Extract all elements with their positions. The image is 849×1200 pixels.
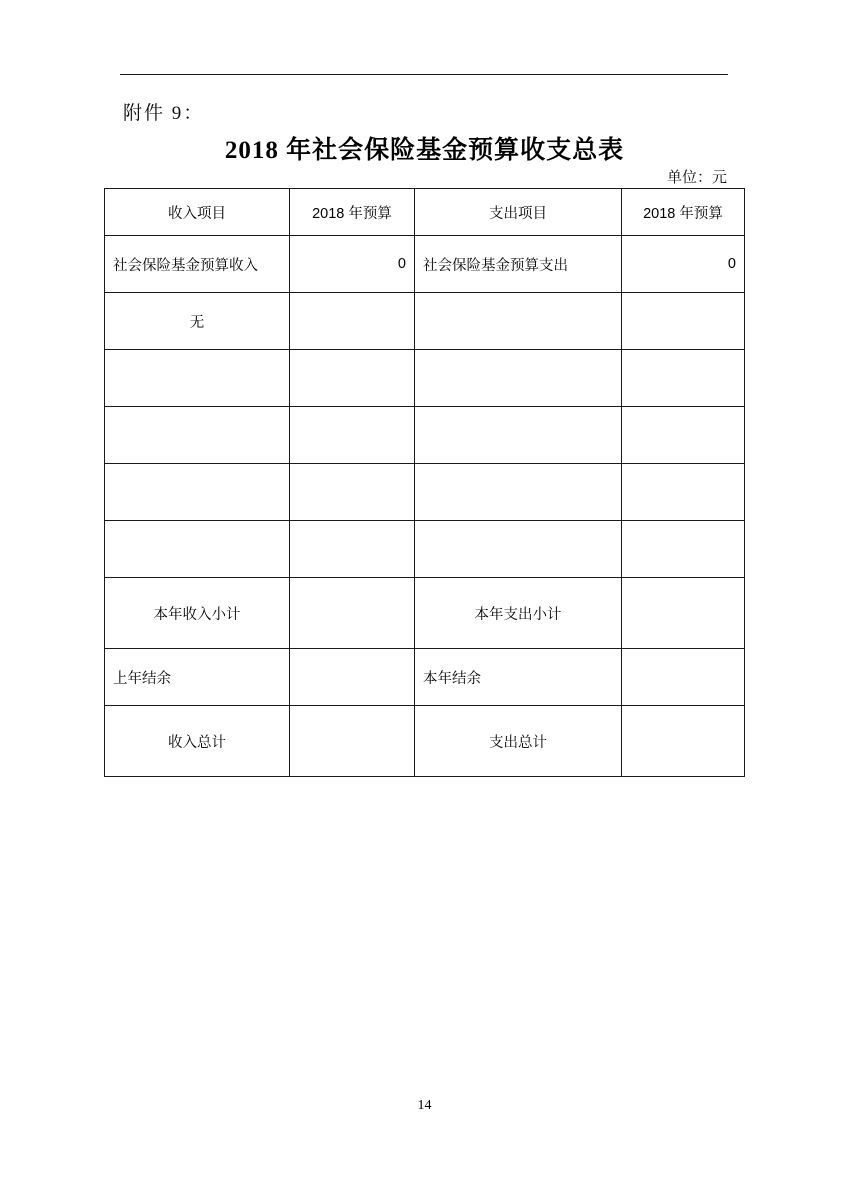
cell-current-year-balance-label: 本年结余	[415, 649, 622, 706]
budget-table	[104, 188, 745, 777]
cell-income-item: 社会保险基金预算收入	[105, 236, 290, 293]
header-divider	[120, 74, 728, 75]
cell-expense-subtotal-value	[622, 578, 745, 649]
cell-expense-value	[622, 521, 745, 578]
cell-income-value: 0	[290, 236, 415, 293]
cell-income-total-value	[290, 706, 415, 777]
column-header-expense-budget: 2018 年预算	[622, 189, 745, 236]
table-row	[105, 350, 745, 407]
cell-prior-year-balance-label: 上年结余	[105, 649, 290, 706]
cell-income-total-label: 收入总计	[105, 706, 290, 777]
cell-income-item: 无	[105, 293, 290, 350]
cell-expense-value	[622, 293, 745, 350]
table-row	[105, 706, 745, 777]
cell-expense-item	[415, 350, 622, 407]
table-row	[105, 236, 745, 293]
cell-income-subtotal-value	[290, 578, 415, 649]
unit-note: 单位：元	[666, 169, 727, 186]
cell-income-item	[105, 407, 290, 464]
page-number: 14	[417, 1098, 432, 1113]
cell-expense-value: 0	[622, 236, 745, 293]
cell-income-item	[105, 521, 290, 578]
column-header-income-budget: 2018 年预算	[290, 189, 415, 236]
cell-expense-value	[622, 407, 745, 464]
table-row	[105, 293, 745, 350]
cell-expense-item	[415, 464, 622, 521]
cell-expense-item	[415, 407, 622, 464]
cell-expense-value	[622, 464, 745, 521]
column-header-expense-item: 支出项目	[415, 189, 622, 236]
cell-income-value	[290, 350, 415, 407]
page-title: 2018 年社会保险基金预算收支总表	[224, 137, 625, 164]
table-row	[105, 464, 745, 521]
cell-expense-total-label: 支出总计	[415, 706, 622, 777]
attachment-label: 附件 9：	[123, 103, 205, 124]
cell-prior-year-balance-value	[290, 649, 415, 706]
cell-expense-item: 社会保险基金预算支出	[415, 236, 622, 293]
cell-income-value	[290, 521, 415, 578]
cell-expense-item	[415, 521, 622, 578]
table-row	[105, 649, 745, 706]
column-header-income-item: 收入项目	[105, 189, 290, 236]
table-row	[105, 521, 745, 578]
cell-income-value	[290, 407, 415, 464]
cell-expense-value	[622, 350, 745, 407]
cell-income-value	[290, 464, 415, 521]
table-header-row	[105, 189, 745, 236]
cell-expense-subtotal-label: 本年支出小计	[415, 578, 622, 649]
cell-expense-total-value	[622, 706, 745, 777]
cell-income-item	[105, 350, 290, 407]
cell-income-item	[105, 464, 290, 521]
table-row	[105, 578, 745, 649]
table-row	[105, 407, 745, 464]
cell-income-value	[290, 293, 415, 350]
cell-expense-item	[415, 293, 622, 350]
cell-income-subtotal-label: 本年收入小计	[105, 578, 290, 649]
cell-current-year-balance-value	[622, 649, 745, 706]
